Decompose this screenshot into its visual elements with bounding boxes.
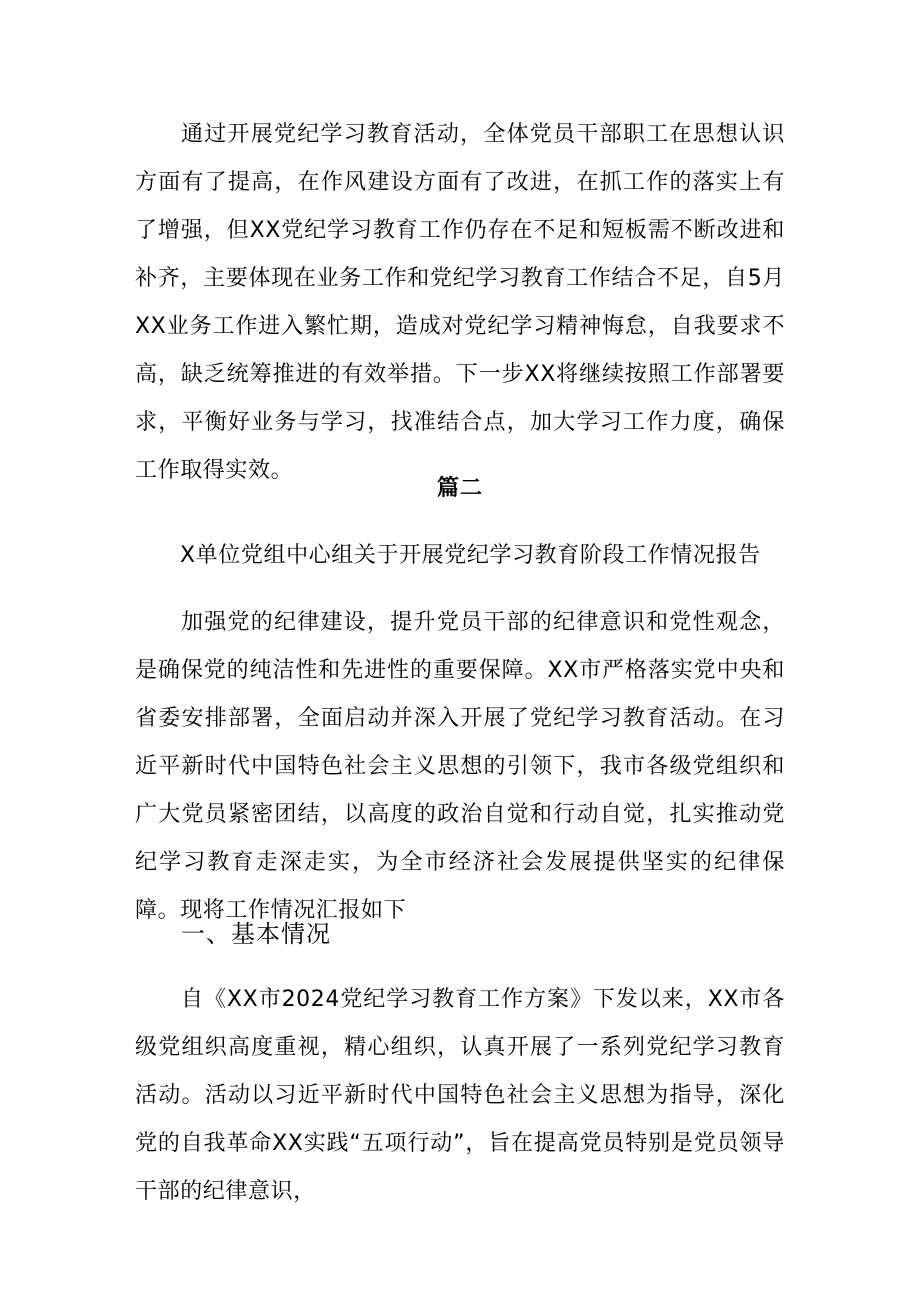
body-paragraph-2: 加强党的纪律建设，提升党员干部的纪律意识和党性观念，是确保党的纯洁性和先进性的重要保障。XX市严格落实党中央和省委安排部署，全面启动并深入开展了党纪学习教育活动。在习近平新时代中国特色社会主义思想的引领下，我市各级党组织和广大党员紧密团结，以高度的政治自觉和行动自觉，扎实推动党纪学习教育走深走实，为全市经济社会发展提供坚实的纪律保障。现将工作情况汇报如下 <box>135 610 785 923</box>
section-title: 篇二 <box>436 476 483 501</box>
section-heading-basic-situation: 一、基本情况 <box>181 920 331 948</box>
body-paragraph-1: 通过开展党纪学习教育活动，全体党员干部职工在思想认识方面有了提高，在作风建设方面有了改进，在抓工作的落实上有了增强，但XX党纪学习教育工作仍存在不足和短板需不断改进和补齐，主要体现在业务工作和党纪学习教育工作结合不足，自5月XX业务工作进入繁忙期，造成对党纪学习精神悔怠，自我要求不高，缺乏统筹推进的有效举措。下一步XX将继续按照工作部署要求，平衡好业务与学习，找准结合点，加大学习工作力度，确保工作取得实效。 <box>135 122 785 483</box>
body-paragraph-3: 自《XX市2024党纪学习教育工作方案》下发以来，XX市各级党组织高度重视，精心组织，认真开展了一系列党纪学习教育活动。活动以习近平新时代中国特色社会主义思想为指导，深化党的自我革命XX实践“五项行动”，旨在提高党员特别是党员领导干部的纪律意识， <box>135 987 785 1204</box>
report-title: X单位党组中心组关于开展党纪学习教育阶段工作情况报告 <box>180 543 761 568</box>
